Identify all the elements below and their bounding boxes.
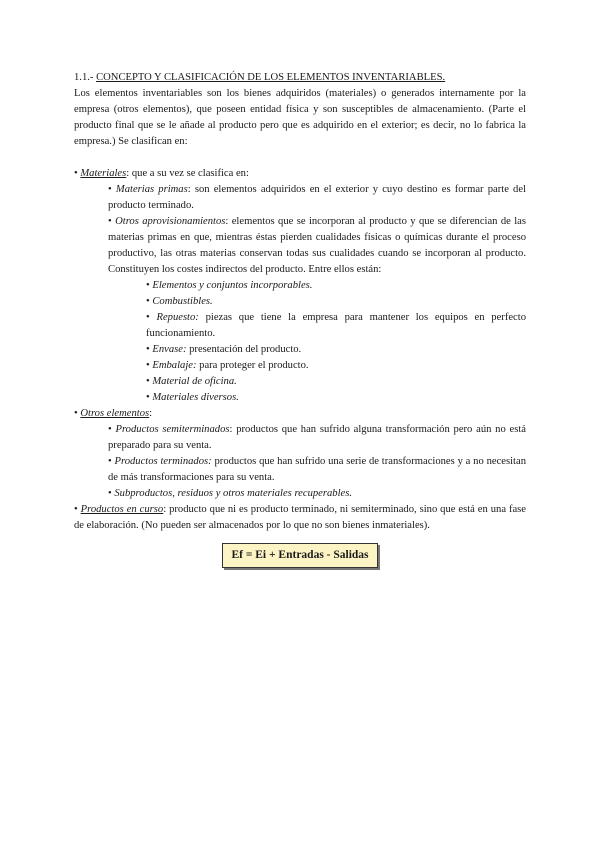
formula-container — [74, 543, 526, 568]
subproductos-item: • Subproductos, residuos y otros materiales recuperables. — [108, 488, 353, 499]
subitem-combustibles: • Combustibles. — [146, 296, 213, 307]
semiterminados-text: : productos que han sufrido alguna transformación pero aún no está preparado para su venta. — [108, 424, 527, 451]
section-number: 1.1.- — [74, 72, 97, 83]
subitem-envase: • Envase: presentación del producto. — [146, 344, 302, 355]
materiales-label: Materiales — [80, 168, 127, 179]
bullet: • — [74, 168, 81, 179]
subitem-embalaje: • Embalaje: para proteger el producto. — [146, 360, 309, 371]
terminados-text: productos que han sufrido una serie de transformaciones y a no necesitan de más transformaciones para su venta. — [108, 456, 526, 483]
otros-elementos-item: • Otros elementos: — [74, 408, 153, 419]
materiales-item — [74, 166, 526, 182]
subitem-diversos: • Materiales diversos. — [146, 392, 239, 403]
subitem-embalaje-text: para proteger el producto. — [196, 360, 309, 371]
section-title: CONCEPTO Y CLASIFICACIÓN DE LOS ELEMENTOS INVENTARIABLES. — [96, 72, 446, 83]
subitem-elementos: • Elementos y conjuntos incorporables. — [146, 280, 313, 291]
otros-aprov-text: : elementos que se incorporan al producto y que se diferencian de las materias primas en que, mientras éstas pierden cualidades físicas o químicas durante el proceso productivo, las otras materias conservan todas sus cualidades cuando se incorporan al producto. Constituyen los costes indirectos del producto. Entre ellos están: — [108, 216, 527, 275]
subitem-repuesto-label: Repuesto: — [156, 312, 199, 323]
otros-elementos-label: Otros elementos — [80, 408, 150, 419]
materias-primas-item: • Materias primas: son elementos adquiridos en el exterior y cuyo destino es formar parte del producto terminado. — [108, 184, 526, 211]
subitem-repuesto: • Repuesto: piezas que tiene la empresa para mantener los equipos en perfecto funcionamiento. — [146, 312, 526, 339]
subitem-embalaje-label: Embalaje: — [152, 360, 197, 371]
materias-primas-label: Materias primas — [115, 184, 188, 195]
subproductos-text: Subproductos, residuos y otros materiales recuperables. — [114, 488, 353, 499]
otros-elementos-colon: : — [149, 408, 153, 419]
subitem-envase-label: Envase: — [152, 344, 187, 355]
subitem-elementos-text: Elementos y conjuntos incorporables. — [152, 280, 313, 291]
formula-box: Ef = Ei + Entradas - Salidas — [222, 543, 377, 568]
subitem-oficina: • Material de oficina. — [146, 376, 237, 387]
spacer — [74, 150, 526, 166]
materias-primas-text: : son elementos adquiridos en el exterior y cuyo destino es formar parte del producto terminado. — [108, 184, 526, 211]
terminados-item: • Productos terminados: productos que han sufrido una serie de transformaciones y a no necesitan de más transformaciones para su venta. — [108, 456, 526, 483]
subitem-oficina-text: Material de oficina. — [152, 376, 237, 387]
materiales-text: : que a su vez se clasifica en: — [126, 168, 249, 179]
otros-aprov-item: • Otros aprovisionamientos: elementos que se incorporan al producto y que se diferencian de las materias primas en que, mientras éstas pierden cualidades físicas o químicas durante el proceso productivo, las otras materias conservan todas sus cualidades cuando se incorporan al producto. Constituyen los costes indirectos del producto. Entre ellos están: — [108, 216, 527, 275]
semiterminados-label: Productos semiterminados — [115, 424, 230, 435]
productos-curso-label: Productos en curso — [80, 504, 164, 515]
subitem-repuesto-text: piezas que tiene la empresa para mantener los equipos en perfecto funcionamiento. — [146, 312, 526, 339]
terminados-label: Productos terminados: — [114, 456, 212, 467]
semiterminados-item: • Productos semiterminados: productos que han sufrido alguna transformación pero aún no está preparado para su venta. — [108, 424, 527, 451]
subitem-diversos-text: Materiales diversos. — [152, 392, 239, 403]
section-heading — [74, 70, 526, 86]
otros-aprov-label: Otros aprovisionamientos — [115, 216, 226, 227]
subitem-envase-text: presentación del producto. — [186, 344, 302, 355]
productos-curso-item: • Productos en curso: producto que ni es producto terminado, ni semiterminado, sino que está en una fase de elaboración. (No pueden ser almacenados por lo que no son bienes inmateriales). — [74, 504, 527, 531]
document-content — [74, 70, 526, 568]
subitem-combustibles-text: Combustibles. — [152, 296, 213, 307]
productos-curso-text: : producto que ni es producto terminado, ni semiterminado, sino que está en una fase de elaboración. (No pueden ser almacenados por lo que no son bienes inmateriales). — [74, 504, 527, 531]
intro-paragraph: Los elementos inventariables son los bienes adquiridos (materiales) o generados internamente por la empresa (otros elementos), que poseen entidad física y son susceptibles de almacenamiento. (Parte el producto final que se le añade al producto pero que es adquirido en el exterior; es decir, no lo fabrica la empresa.) Se clasifican en: — [74, 88, 526, 147]
